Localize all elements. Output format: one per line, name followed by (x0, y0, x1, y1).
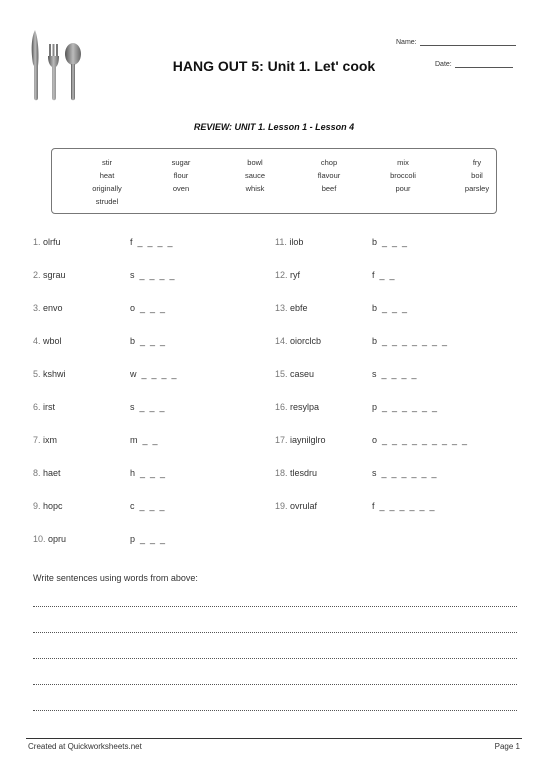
exercise-number: 13. (275, 303, 288, 313)
scrambled-word: irst (43, 402, 56, 412)
exercise-number: 7. (33, 435, 41, 445)
scrambled-word: haet (43, 468, 61, 478)
exercise-item (33, 468, 61, 482)
answer-blank[interactable]: p _ _ _ _ _ _ (372, 402, 438, 412)
scrambled-word: kshwi (43, 369, 66, 379)
scrambled-word: ebfe (290, 303, 308, 313)
word-bank-item: sauce (244, 171, 265, 180)
exercise-item (275, 237, 303, 251)
worksheet-title: HANG OUT 5: Unit 1. Let' cook (172, 58, 376, 74)
scrambled-word: opru (48, 534, 67, 544)
exercise-item (33, 534, 66, 548)
exercise-number: 17. (275, 435, 288, 445)
exercise-item (275, 270, 300, 284)
answer-blank[interactable]: s _ _ _ _ _ _ (372, 468, 437, 478)
answer-blank[interactable]: b _ _ _ (372, 237, 408, 247)
scrambled-word: oiorclcb (290, 336, 322, 346)
word-bank-item: mix (397, 158, 409, 167)
exercise-item (275, 336, 321, 350)
writing-line[interactable] (33, 710, 517, 711)
exercise-item (33, 237, 61, 251)
footer-credit: Created at Quickworksheets.net (28, 742, 142, 751)
word-bank-item: broccoli (390, 171, 416, 180)
exercise-item (33, 435, 57, 449)
word-bank-item: whisk (245, 184, 265, 193)
word-bank-item: pour (395, 184, 411, 193)
word-bank-item: flour (173, 171, 189, 180)
word-bank (51, 148, 497, 214)
answer-blank[interactable]: o _ _ _ (130, 303, 166, 313)
scrambled-word: ryf (290, 270, 301, 280)
answer-blank[interactable]: f _ _ _ _ (130, 237, 173, 247)
answer-blank[interactable]: f _ _ (372, 270, 395, 280)
exercise-number: 5. (33, 369, 41, 379)
word-bank-item: beef (321, 184, 337, 193)
exercise-item (33, 336, 62, 350)
answer-blank[interactable]: b _ _ _ (130, 336, 166, 346)
writing-line[interactable] (33, 684, 517, 685)
exercise-item (33, 402, 55, 416)
exercise-item (33, 303, 63, 317)
scrambled-word: ixm (43, 435, 58, 445)
answer-blank[interactable]: c _ _ _ (130, 501, 165, 511)
answer-blank[interactable]: m _ _ (130, 435, 158, 445)
worksheet-subtitle: REVIEW: UNIT 1. Lesson 1 - Lesson 4 (193, 122, 355, 132)
exercise-item (275, 369, 314, 383)
exercise-number: 19. (275, 501, 288, 511)
word-bank-item: fry (472, 158, 482, 167)
scrambled-word: tlesdru (290, 468, 318, 478)
answer-blank[interactable]: f _ _ _ _ _ _ (372, 501, 435, 511)
name-field[interactable] (396, 38, 516, 46)
scrambled-word: caseu (290, 369, 315, 379)
exercise-number: 3. (33, 303, 41, 313)
exercise-number: 18. (275, 468, 288, 478)
word-bank-item: strudel (95, 197, 119, 206)
exercise-number: 11. (275, 237, 287, 247)
exercise-item (33, 501, 63, 515)
word-bank-item: bowl (247, 158, 263, 167)
exercise-number: 9. (33, 501, 41, 511)
scrambled-word: resylpa (290, 402, 320, 412)
page-number: Page 1 (494, 742, 520, 751)
exercise-item (275, 435, 326, 449)
date-label: Date: (435, 61, 452, 68)
exercise-number: 10. (33, 534, 46, 544)
footer-divider (26, 738, 522, 739)
exercise-number: 2. (33, 270, 41, 280)
word-bank-item: oven (172, 184, 190, 193)
exercise-item (33, 270, 66, 284)
answer-blank[interactable]: s _ _ _ (130, 402, 165, 412)
word-bank-item: sugar (171, 158, 191, 167)
word-bank-item: originally (92, 184, 122, 193)
writing-line[interactable] (33, 632, 517, 633)
exercise-number: 4. (33, 336, 41, 346)
writing-line[interactable] (33, 658, 517, 659)
word-bank-item: stir (102, 158, 112, 167)
exercise-number: 1. (33, 237, 41, 247)
exercise-number: 16. (275, 402, 288, 412)
word-bank-item: chop (320, 158, 338, 167)
answer-blank[interactable]: p _ _ _ (130, 534, 166, 544)
answer-blank[interactable]: h _ _ _ (130, 468, 166, 478)
scrambled-word: iaynilglro (290, 435, 326, 445)
exercise-item (275, 303, 308, 317)
answer-blank[interactable]: s _ _ _ _ (130, 270, 175, 280)
answer-blank[interactable]: b _ _ _ (372, 303, 408, 313)
scrambled-word: wbol (43, 336, 62, 346)
answer-blank[interactable]: o _ _ _ _ _ _ _ _ _ (372, 435, 468, 445)
scrambled-word: olrfu (43, 237, 61, 247)
answer-blank[interactable]: b _ _ _ _ _ _ _ (372, 336, 448, 346)
scrambled-word: ilob (289, 237, 304, 247)
exercise-number: 6. (33, 402, 41, 412)
answer-blank[interactable]: s _ _ _ _ (372, 369, 417, 379)
answer-blank[interactable]: w _ _ _ _ (130, 369, 177, 379)
writing-line[interactable] (33, 606, 517, 607)
scrambled-word: ovrulaf (290, 501, 318, 511)
exercise-item (33, 369, 66, 383)
word-bank-item: parsley (464, 184, 490, 193)
exercise-item (275, 402, 319, 416)
exercise-number: 12. (275, 270, 288, 280)
exercise-item (275, 468, 317, 482)
exercise-number: 8. (33, 468, 41, 478)
word-bank-item: flavour (317, 171, 341, 180)
writing-instruction: Write sentences using words from above: (33, 573, 198, 583)
exercise-item (275, 501, 317, 515)
scrambled-word: sgrau (43, 270, 66, 280)
exercise-number: 15. (275, 369, 288, 379)
word-bank-item: heat (99, 171, 115, 180)
exercise-number: 14. (275, 336, 288, 346)
name-label: Name: (396, 39, 417, 46)
word-bank-item: boil (471, 171, 483, 180)
scrambled-word: hopc (43, 501, 63, 511)
scrambled-word: envo (43, 303, 63, 313)
